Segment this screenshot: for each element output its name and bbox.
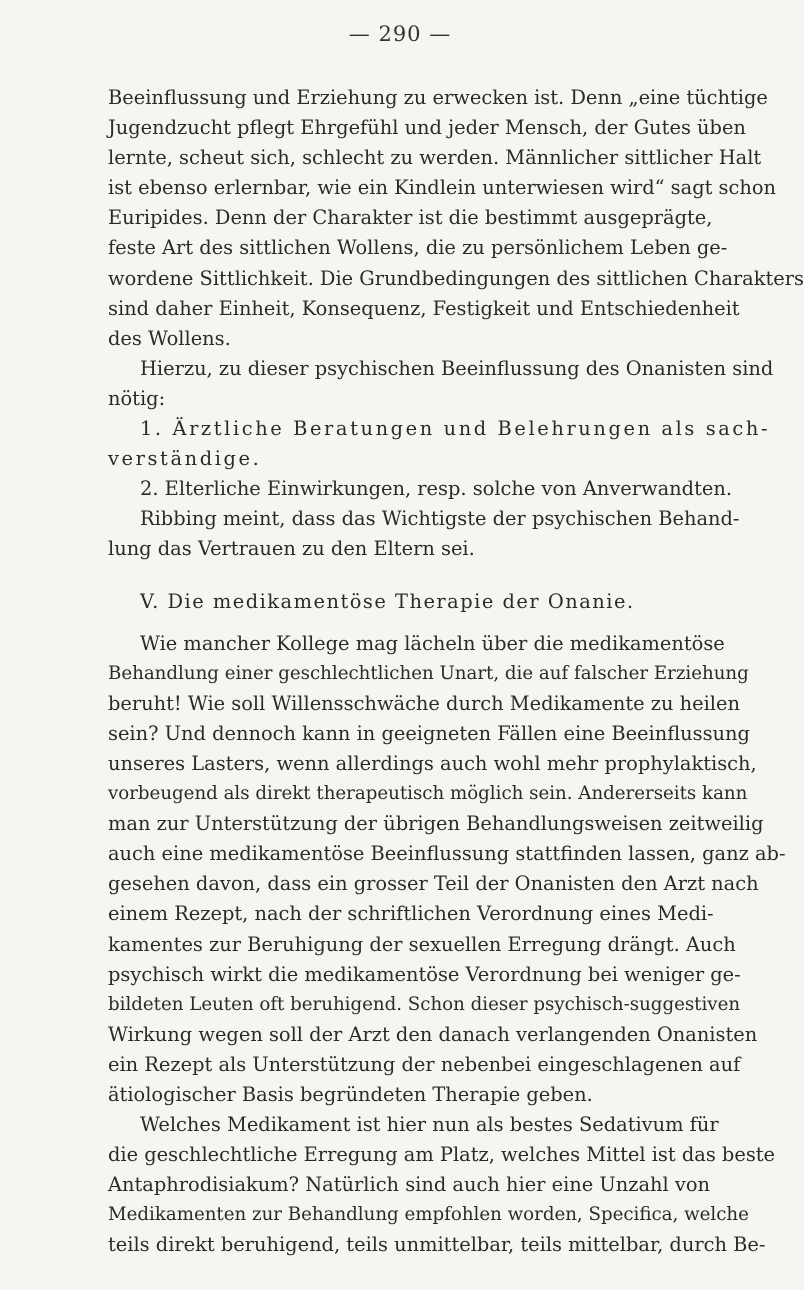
text-line: kamentes zur Beruhigung der sexuellen Erregung drängt. Auch: [108, 932, 736, 956]
text-line: Behandlung einer geschlechtlichen Unart, die auf falscher Erziehung: [108, 662, 749, 684]
list-item-2: 2. Elterliche Einwirkungen, resp. solche von Anverwandten.: [140, 477, 732, 501]
text-line: psychisch wirkt die medikamentöse Verordnung bei weniger ge-: [108, 962, 741, 986]
text-line: Hierzu, zu dieser psychischen Beeinflussung des Onanisten sind: [140, 356, 774, 380]
text-line: Wirkung wegen soll der Arzt den danach verlangenden Onanisten: [108, 1022, 758, 1046]
text-line: nötig:: [108, 386, 166, 410]
text-line: einem Rezept, nach der schriftlichen Verordnung eines Medi-: [108, 902, 714, 926]
text-line: des Wollens.: [108, 326, 231, 350]
text-line: Beeinflussung und Erziehung zu erwecken ist. Denn „eine tüchtige: [108, 86, 768, 109]
text-line: Jugendzucht pflegt Ehrgefühl und jeder Mensch, der Gutes üben: [108, 116, 746, 140]
text-line: Welches Medikament ist hier nun als bestes Sedativum für: [140, 1113, 719, 1137]
text-line: feste Art des sittlichen Wollens, die zu persönlichem Leben ge-: [108, 236, 728, 260]
list-item-1: 1. Ärztliche Beratungen und Belehrungen als sach-: [140, 417, 771, 441]
page-number: — 290 —: [348, 22, 452, 46]
section-heading: V. Die medikamentöse Therapie der Onanie.: [140, 589, 635, 613]
text-line: sein? Und dennoch kann in geeigneten Fällen eine Beeinflussung: [108, 721, 750, 745]
text-line: auch eine medikamentöse Beeinflussung stattfinden lassen, ganz ab-: [108, 842, 786, 866]
text-line: vorbeugend als direkt therapeutisch möglich sein. Andererseits kann: [108, 783, 748, 805]
text-line: Euripides. Denn der Charakter ist die bestimmt ausgeprägte,: [108, 206, 713, 230]
text-line: ein Rezept als Unterstützung der nebenbei eingeschlagenen auf: [108, 1052, 741, 1076]
text-line: verständige.: [108, 447, 262, 471]
text-line: Antaphrodisiakum? Natürlich sind auch hier eine Unzahl von: [108, 1173, 710, 1197]
text-line: teils direkt beruhigend, teils unmittelbar, teils mittelbar, durch Be-: [108, 1233, 766, 1257]
text-line: sind daher Einheit, Konsequenz, Festigkeit und Entschiedenheit: [108, 296, 740, 320]
text-line: gesehen davon, dass ein grosser Teil der Onanisten den Arzt nach: [108, 872, 759, 896]
text-line: lung das Vertrauen zu den Eltern sei.: [108, 537, 475, 561]
text-line: lernte, scheut sich, schlecht zu werden. Männlicher sittlicher Halt: [108, 146, 762, 170]
text-line: ist ebenso erlernbar, wie ein Kindlein unterwiesen wird“ sagt schon: [108, 176, 777, 200]
text-line: die geschlechtliche Erregung am Platz, welches Mittel ist das beste: [108, 1143, 776, 1167]
text-line: Ribbing meint, dass das Wichtigste der psychischen Behand-: [140, 507, 740, 531]
body-text: [108, 83, 804, 1261]
text-line: unseres Lasters, wenn allerdings auch wohl mehr prophylaktisch,: [108, 751, 757, 775]
text-line: wordene Sittlichkeit. Die Grundbedingungen des sittlichen Charakters: [108, 266, 804, 290]
text-line: Wie mancher Kollege mag lächeln über die medikamentöse: [140, 631, 725, 655]
text-line: bildeten Leuten oft beruhigend. Schon dieser psychisch-suggestiven: [108, 993, 741, 1015]
text-line: ätiologischer Basis begründeten Therapie geben.: [108, 1083, 593, 1106]
text-line: beruht! Wie soll Willensschwäche durch Medikamente zu heilen: [108, 691, 740, 715]
text-line: man zur Unterstützung der übrigen Behandlungsweisen zeitweilig: [108, 812, 764, 836]
text-line: Medikamenten zur Behandlung empfohlen worden, Specifica, welche: [108, 1204, 749, 1226]
